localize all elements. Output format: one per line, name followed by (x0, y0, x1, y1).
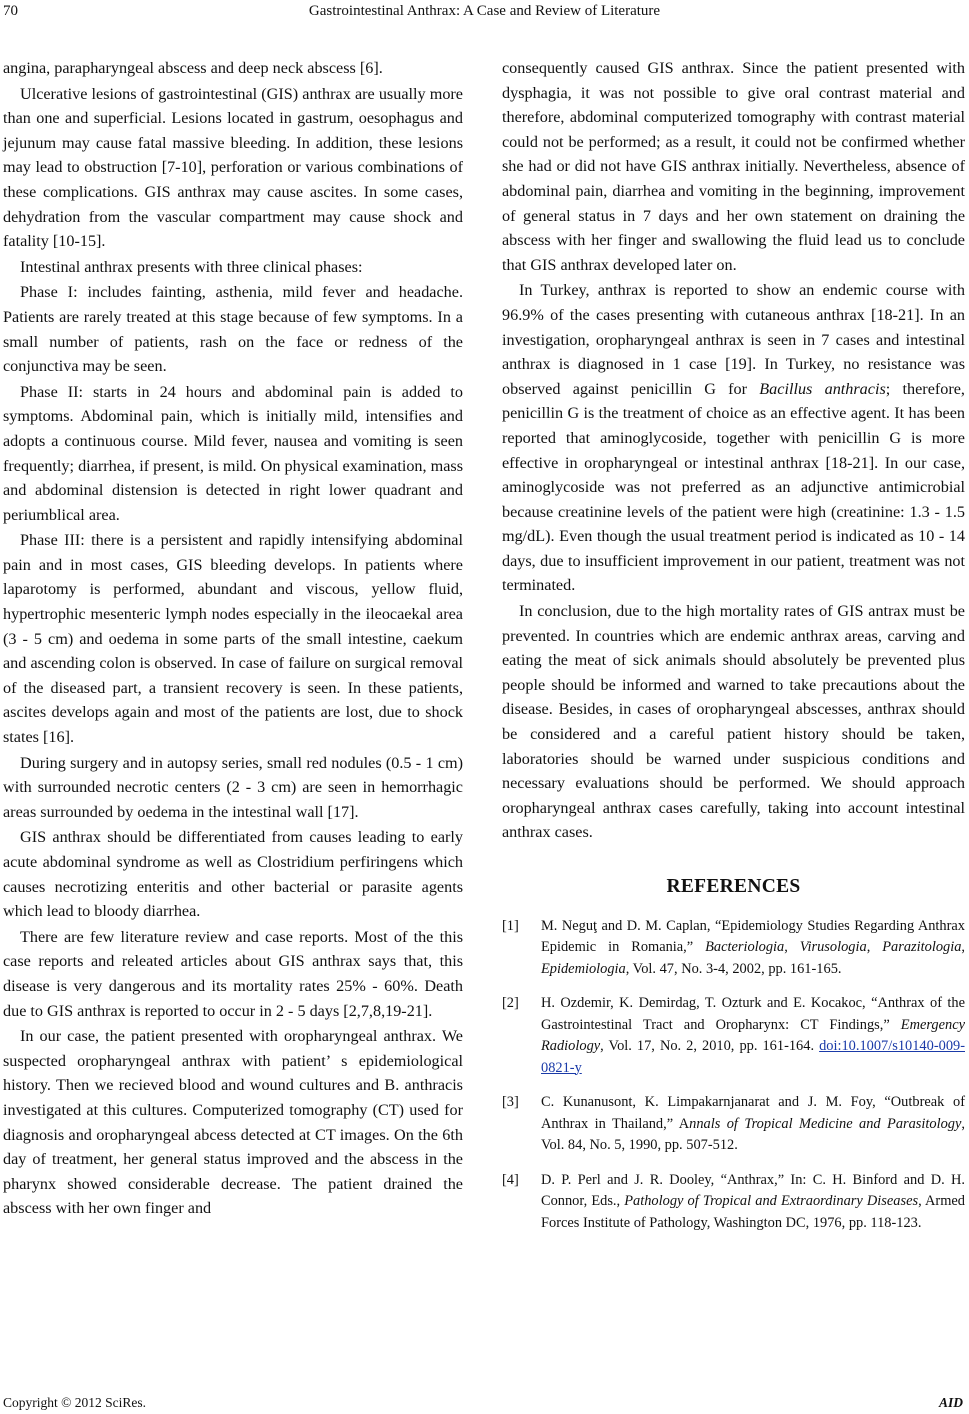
reference-item (502, 1092, 965, 1157)
body-paragraph: Intestinal anthrax presents with three clinical phases: (20, 257, 363, 276)
reference-item (502, 1170, 965, 1235)
reference-number: [3] (502, 1094, 519, 1111)
text-run: In Turkey, anthrax is reported to show an endemic course with 96.9% of the cases presenting with cutaneous anthrax [18-21]. In an investigation, oropharyngeal anthrax is seen in 7 cases and intestinal anthrax is diagnosed in 1 case [19]. In Turkey, no resistance was observed against penicillin G for (502, 281, 965, 398)
book-title: Pathology of Tropical and Extraordinary Diseases (624, 1193, 919, 1210)
left-column (3, 56, 463, 1222)
running-header (0, 0, 969, 30)
text-run: , Vol. 17, No. 2, 2010, pp. 161-164. (600, 1038, 820, 1055)
journal-name: Virusologia (799, 939, 867, 956)
body-paragraph: Phase II: starts in 24 hours and abdominal pain is added to symptoms. Abdominal pain, which is initially mild, intensifies and adopts a continuous course. Mild fever, nausea and vomiting is seen frequently; diarrhea, if present, is mild. On physical examination, mass and abdominal distension is detected in right lower quadrant and periumblical area. (3, 382, 463, 524)
reference-number: [2] (502, 995, 519, 1012)
body-paragraph: Phase I: includes fainting, asthenia, mild fever and headache. Patients are rarely treated at this stage because of few symptoms. In a small number of patients, rash on the face or redness of the conjunctiva may be seen. (3, 283, 463, 376)
page-number: 70 (3, 3, 18, 19)
reference-item (502, 916, 965, 981)
body-paragraph: consequently caused GIS anthrax. Since the patient presented with dysphagia, it was not possible to give oral contrast material and therefore, abdominal computerized tomography with contrast material could not be performed; as a result, it could not be confirmed whether she had or did not have GIS anthrax initially. Nevertheless, absence of abdominal pain, diarrhea and vomiting in the beginning, improvement of general status in 7 days and her own statement on draining the abscess with her finger and swallowing the fluid lead us to conclude that GIS anthrax developed later on. (502, 59, 965, 274)
body-paragraph: GIS anthrax should be differentiated from causes leading to early acute abdominal syndrome as well as Clostridium perfiringens which causes necrotizing enteritis and other bacterial or parasite agents which lead to bloody diarrhea. (3, 828, 463, 921)
text-run: , (961, 939, 966, 956)
right-column (502, 56, 965, 1247)
body-paragraph: In our case, the patient presented with oropharyngeal anthrax. We suspected oropharyngeal anthrax with patient’ s epidemiological history. Then we recieved blood and wound cultures and B. anthracis investigated at this cultures. Computerized tomography (CT) used for diagnosis and oropharyngeal abcess detected at CT images. On the 6th day of treatment, her general status improved and the abscess in the pharynx showed considerable decrease. The patient drained the abscess with her own finger and (3, 1027, 463, 1218)
text-run: ; therefore, penicillin G is the treatment of choice as an effective agent. It has been reported that aminoglycoside, together with penicillin G is more effective in oropharyngeal or intestinal anthrax [18-21]. In our case, aminoglycoside was not preferred as an adjunctive antimicrobial because creatinine levels of the patient were high (creatinine: 1.3 - 1.5 mg/dL). Even though the usual treatment period is indicated as 10 - 14 days, due to insufficient improvement in our patient, treatment was not terminated. (502, 379, 965, 595)
journal-abbreviation: AID (938, 1395, 963, 1410)
text-run: , Vol. 47, No. 3-4, 2002, pp. 161-165. (625, 960, 842, 977)
text-run: , (784, 939, 800, 956)
journal-name: Bacteriologia (705, 939, 785, 956)
body-paragraph (502, 278, 965, 598)
journal-name: Parazitologia (882, 939, 962, 956)
reference-number: [4] (502, 1171, 519, 1188)
running-title: Gastrointestinal Anthrax: A Case and Review of Literature (308, 3, 661, 19)
doi-link[interactable]: doi:10.1007/s10140-009-0821-y (541, 1038, 965, 1076)
text-run: H. Ozdemir, K. Demirdag, T. Ozturk and E. Kocakoc, “Anthrax of the Gastrointestinal Tract and Oropharynx: CT Findings,” (541, 995, 965, 1033)
body-paragraph: There are few literature review and case reports. Most of the this case reports and releated articles about GIS anthrax says that, this disease is very dangerous and its mortality rates 25% - 60%. Death due to GIS anthrax is reported to occur in 2 - 5 days [2,7,8,19-21]. (3, 927, 463, 1020)
text-run: , (866, 939, 883, 956)
text-run: M. Neguţ and D. M. Caplan, “Epidemiology Studies Regarding Anthrax Epidemic in Romania,” (541, 917, 965, 956)
body-paragraph: In conclusion, due to the high mortality rates of GIS antrax must be prevented. In countries which are endemic anthrax areas, carving and eating the meat of sick animals should absolutely be prevented plus people should be informed and warned to take precautions about the disease. Besides, in cases of oropharyngeal abscesses, anthrax should be considered and a careful patient history should be taken, laboratories should be warned under suspicious conditions and necessary evaluations should be performed. We should approach oropharyngeal anthrax cases carefully, taking into account intestinal anthrax cases. (502, 602, 965, 842)
reference-item (502, 993, 965, 1079)
species-name: Bacillus anthracis (759, 379, 886, 398)
body-paragraph: angina, parapharyngeal abscess and deep neck abscess [6]. (3, 59, 383, 77)
journal-name: Emergency Radiology (541, 1016, 965, 1055)
journal-name: nnals of Tropical Medicine and Parasitology (689, 1115, 962, 1132)
references-heading: REFERENCES (666, 876, 801, 897)
journal-name: Epidemiologia (541, 960, 626, 977)
reference-number: [1] (502, 917, 519, 934)
body-paragraph: Phase III: there is a persistent and rapidly intensifying abdominal pain and in most cases, GIS bleeding develops. In patients where laparotomy is performed, abundant and viscous, yellow fluid, hypertrophic mesenteric lymph nodes especially in the ileocaekal area (3 - 5 cm) and oedema in some parts of the small intestine, caekum and ascending colon is observed. In case of failure on surgical removal of the diseased part, a transient recovery is seen. In these patients, ascites develops again and most of the patients are lost, due to shock states [16]. (3, 531, 463, 747)
text-run: , Vol. 84, No. 5, 1990, pp. 507-512. (541, 1115, 965, 1154)
text-run: D. P. Perl and J. R. Dooley, “Anthrax,” In: C. H. Binford and D. H. Connor, Eds., (541, 1171, 965, 1210)
body-paragraph: Ulcerative lesions of gastrointestinal (GIS) anthrax are usually more than one and superficial. Lesions located in gastrum, oesophagus and jejunum may cause fatal massive bleeding. In addition, these lesions may lead to obstruction [7-10], perforation or various combinations of these complications. GIS anthrax may cause ascites. In some cases, dehydration from the vascular compartment may cause shock and fatality [10-15]. (3, 84, 463, 251)
text-run: , Armed Forces Institute of Pathology, Washington DC, 1976, pp. 118-123. (541, 1193, 965, 1231)
page-footer (0, 1392, 969, 1414)
copyright-notice: Copyright © 2012 SciRes. (3, 1395, 147, 1410)
body-paragraph: During surgery and in autopsy series, small red nodules (0.5 - 1 cm) with surrounded necrotic centers (2 - 3 cm) are seen in hemorrhagic areas surrounded by oedema in the intestinal wall [17]. (3, 753, 463, 821)
text-run: C. Kunanusont, K. Limpakarnjanarat and J. M. Foy, “Outbreak of Anthrax in Thailand,” A (541, 1094, 965, 1132)
